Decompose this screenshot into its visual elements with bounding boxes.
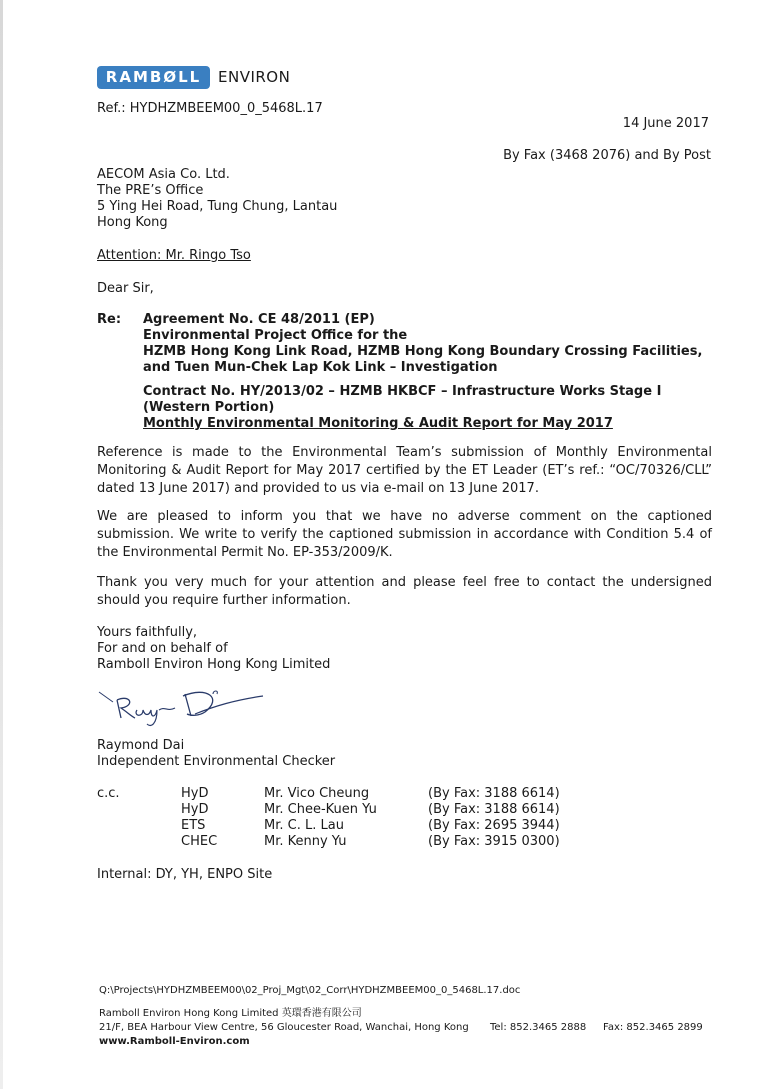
body-paragraph: Reference is made to the Environmental Team’s submission of Monthly Environmental Monitoring & Audit Report for May 2017 certified by the ET Leader (ET’s ref.: “OC/70326/CLL” dated 13 June 2017) and provided to us via e-mail on 13 June 2017. [97,445,712,496]
file-path: Q:\Projects\HYDHZMBEEM00\02_Proj_Mgt\02_Corr\HYDHZMBEEM00_0_5468L.17.doc [99,985,521,996]
footer-tel: Tel: 852.3465 2888 [490,1022,587,1033]
agreement-line: and Tuen Mun-Chek Lap Kok Link – Investigation [143,360,498,375]
salutation: Dear Sir, [97,281,154,296]
cc-fax: (By Fax: 2695 3944) [428,818,560,833]
reference-number: Ref.: HYDHZMBEEM00_0_5468L.17 [97,101,323,116]
cc-fax: (By Fax: 3915 0300) [428,834,560,849]
closing-line: Ramboll Environ Hong Kong Limited [97,657,331,672]
cc-person: Mr. Kenny Yu [264,834,347,849]
scan-edge [0,0,3,1089]
internal-distribution: Internal: DY, YH, ENPO Site [97,867,273,882]
closing-line: Yours faithfully, [97,625,198,640]
attention-line: Attention: Mr. Ringo Tso [97,248,251,263]
report-title: Monthly Environmental Monitoring & Audit Report for May 2017 [143,416,613,431]
cc-fax: (By Fax: 3188 6614) [428,802,560,817]
address-line: 5 Ying Hei Road, Tung Chung, Lantau [97,199,338,214]
footer-website[interactable]: www.Ramboll-Environ.com [99,1036,250,1047]
address-line: Hong Kong [97,215,168,230]
cc-fax: (By Fax: 3188 6614) [428,786,560,801]
cc-person: Mr. Chee-Kuen Yu [264,802,377,817]
cc-person: Mr. C. L. Lau [264,818,344,833]
company-logo: RAMBØLL [97,66,210,89]
signatory-name: Raymond Dai [97,738,185,753]
cc-org: HyD [181,802,209,817]
handwritten-signature [95,684,270,729]
contract-line: Contract No. HY/2013/02 – HZMB HKBCF – Infrastructure Works Stage I [143,384,662,399]
cc-label: c.c. [97,786,120,801]
cc-org: CHEC [181,834,218,849]
body-paragraph: We are pleased to inform you that we have no adverse comment on the captioned submission. We write to verify the captioned submission in accordance with Condition 5.4 of the Environmental Permit No. EP-353/2009/K. [97,509,712,560]
agreement-line: HZMB Hong Kong Link Road, HZMB Hong Kong Boundary Crossing Facilities, [143,344,703,359]
body-paragraph: Thank you very much for your attention and please feel free to contact the undersigned should you require further information. [97,575,712,608]
closing-line: For and on behalf of [97,641,228,656]
contract-line: (Western Portion) [143,400,275,415]
delivery-method: By Fax (3468 2076) and By Post [503,148,711,163]
cc-person: Mr. Vico Cheung [264,786,370,801]
letter-date: 14 June 2017 [622,116,709,131]
cc-org: ETS [181,818,206,833]
footer-address: 21/F, BEA Harbour View Centre, 56 Gloucester Road, Wanchai, Hong Kong [99,1022,469,1033]
footer-company: Ramboll Environ Hong Kong Limited 英環香港有限公司 [99,1008,362,1019]
address-line: The PRE’s Office [97,183,204,198]
address-line: AECOM Asia Co. Ltd. [97,167,230,182]
cc-org: HyD [181,786,209,801]
re-label: Re: [97,312,122,327]
logo-suffix: ENVIRON [218,68,291,86]
agreement-line: Agreement No. CE 48/2011 (EP) [143,312,375,327]
signatory-title: Independent Environmental Checker [97,754,336,769]
footer-fax: Fax: 852.3465 2899 [603,1022,703,1033]
agreement-line: Environmental Project Office for the [143,328,408,343]
